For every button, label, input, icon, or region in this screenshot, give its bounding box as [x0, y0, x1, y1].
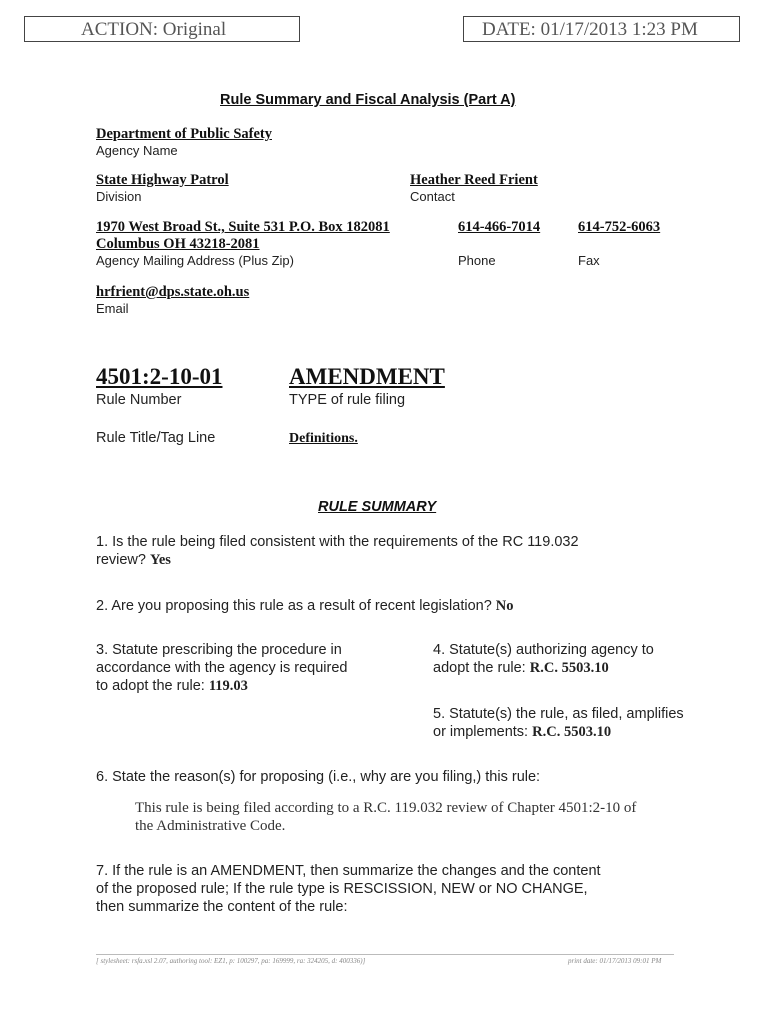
agency-name: Department of Public Safety: [96, 126, 272, 142]
question-7: 7. If the rule is an AMENDMENT, then summarize the changes and the content of the proposed rule; If the rule type is RESCISSION, NEW or NO CHANGE, then summarize the content of the rule:: [96, 863, 601, 915]
phone-value: 614-466-7014: [458, 219, 541, 235]
question-1-line2: review? Yes: [96, 552, 171, 568]
question-1-line1: 1. Is the rule being filed consistent with the requirements of the RC 119.032: [96, 534, 579, 550]
address-label: Agency Mailing Address (Plus Zip): [96, 253, 294, 268]
question-2-answer: No: [495, 598, 514, 614]
summary-heading: RULE SUMMARY: [318, 499, 437, 515]
agency-name-label: Agency Name: [96, 143, 178, 158]
address-line2: Columbus OH 43218-2081: [96, 236, 260, 252]
question-5-answer: R.C. 5503.10: [532, 724, 612, 740]
rule-title-label: Rule Title/Tag Line: [96, 430, 216, 446]
action-text: ACTION: Original: [81, 19, 227, 40]
question-4-answer: R.C. 5503.10: [529, 660, 609, 676]
question-2: 2. Are you proposing this rule as a result of recent legislation? No: [96, 598, 514, 614]
email-value: hrfrient@dps.state.oh.us: [96, 284, 250, 300]
question-6-answer: This rule is being filed according to a R.C. 119.032 review of Chapter 4501:2-10 of the Administrative Code.: [135, 800, 637, 834]
date-box: [463, 16, 740, 42]
division-label: Division: [96, 189, 142, 204]
question-3: 3. Statute prescribing the procedure in accordance with the agency is required to adopt the rule: 119.03: [96, 642, 348, 694]
question-5: 5. Statute(s) the rule, as filed, amplifies or implements: R.C. 5503.10: [433, 706, 684, 740]
action-box: [24, 16, 300, 42]
question-1: [96, 533, 579, 569]
contact-value: Heather Reed Frient: [410, 172, 538, 188]
rule-type: AMENDMENT: [289, 364, 445, 389]
date-text: DATE: 01/17/2013 1:23 PM: [482, 19, 698, 40]
footer-divider: [96, 954, 674, 955]
question-4: 4. Statute(s) authorizing agency to adopt the rule: R.C. 5503.10: [433, 642, 654, 676]
phone-label: Phone: [458, 253, 496, 268]
email-label: Email: [96, 301, 129, 316]
question-6: 6. State the reason(s) for proposing (i.e., why are you filing,) this rule:: [96, 769, 541, 785]
rule-number: 4501:2-10-01: [96, 364, 223, 389]
division-value: State Highway Patrol: [96, 172, 229, 188]
contact-label: Contact: [410, 189, 455, 204]
footer-print-date: print date: 01/17/2013 09:01 PM: [568, 957, 662, 965]
fax-value: 614-752-6063: [578, 219, 661, 235]
address-line1: 1970 West Broad St., Suite 531 P.O. Box 182081: [96, 219, 390, 235]
rule-number-label: Rule Number: [96, 392, 182, 408]
footer-stylesheet-info: [ stylesheet: rsfa.xsl 2.07, authoring tool: EZ1, p: 100297, pa: 169999, ra: 324205, d: 400336)]: [96, 957, 366, 965]
question-1-answer: Yes: [150, 552, 171, 568]
fax-label: Fax: [578, 253, 600, 268]
rule-title: Definitions.: [289, 431, 358, 446]
page-title: Rule Summary and Fiscal Analysis (Part A): [220, 92, 516, 108]
rule-type-label: TYPE of rule filing: [289, 392, 406, 408]
question-3-answer: 119.03: [208, 678, 248, 694]
